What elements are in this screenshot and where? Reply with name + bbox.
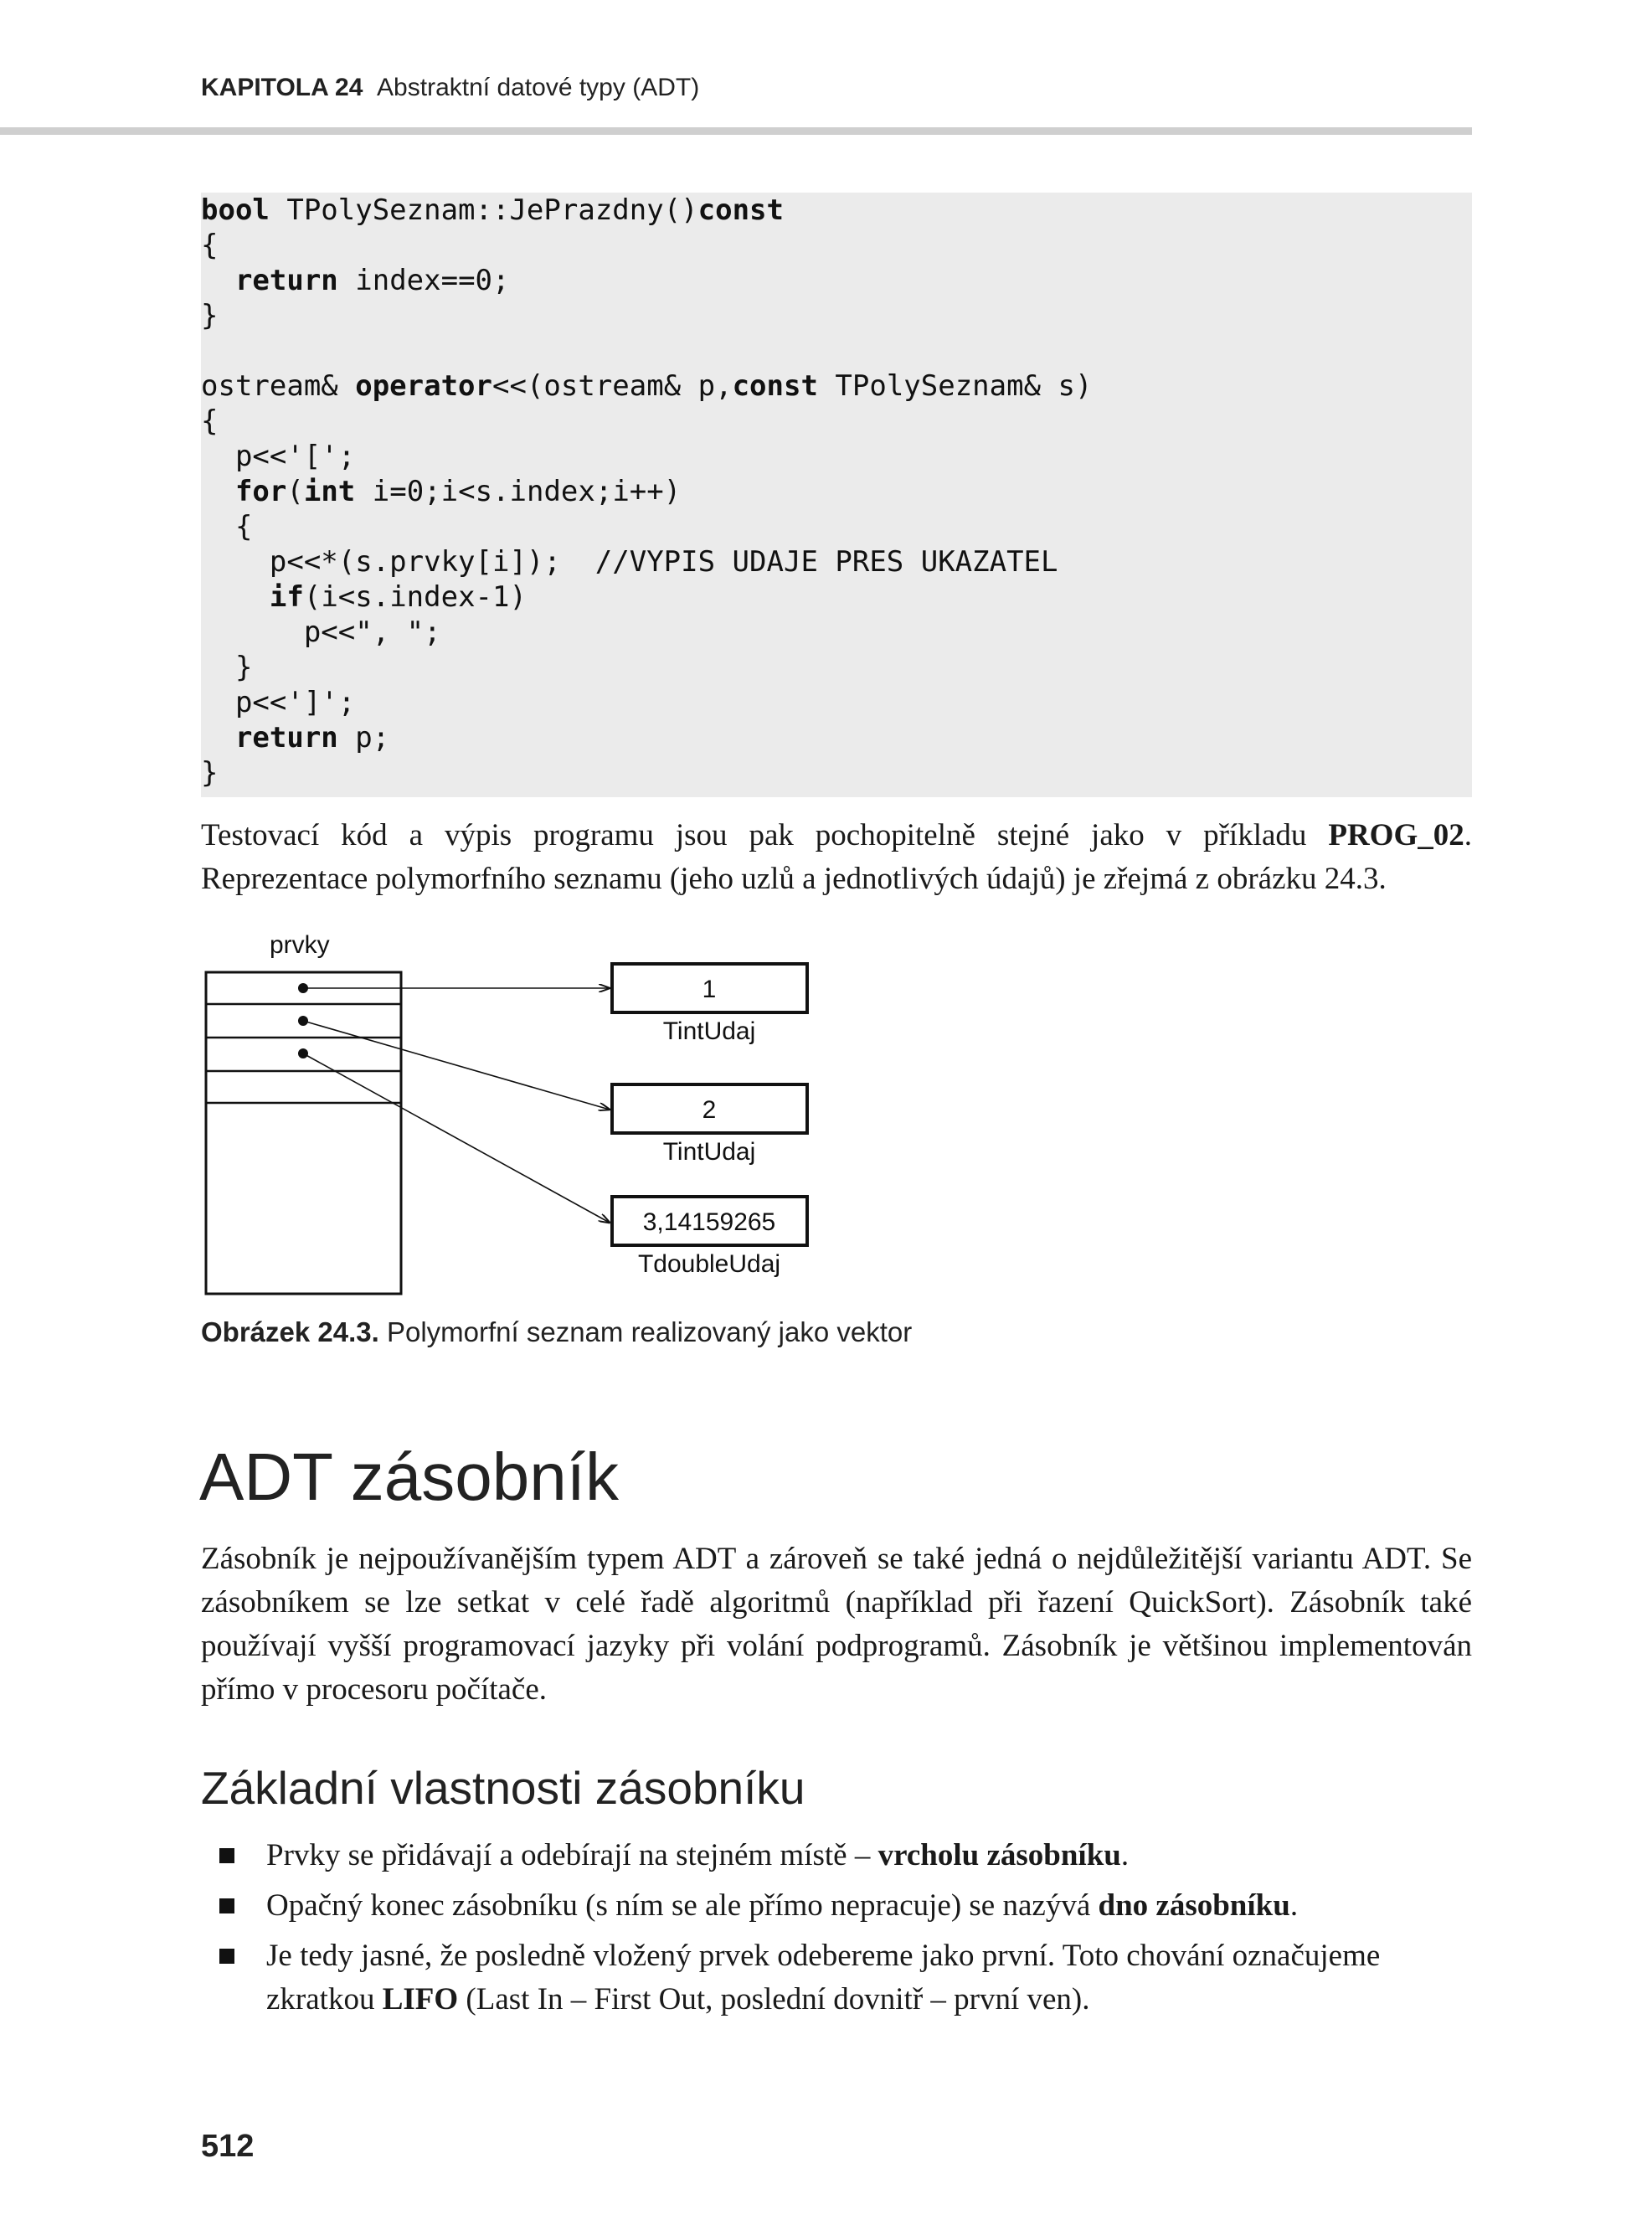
code-token: p<<']'; (201, 686, 356, 719)
code-line (201, 756, 218, 790)
code-keyword: return (234, 264, 338, 297)
code-token: p<<'['; (201, 440, 356, 473)
code-token (201, 721, 235, 755)
code-keyword: const (732, 369, 818, 403)
list-item-text-b: . (1120, 1838, 1130, 1872)
code-line (201, 580, 527, 614)
code-keyword: const (697, 193, 784, 227)
list-item (201, 1884, 1472, 1928)
list-item-text-a: Je tedy jasné, že posledně vložený prvek odebereme jako první. Toto chování označujeme zkratkou (266, 1939, 1381, 2016)
code-token (201, 580, 270, 614)
paragraph-intro-text-a: Testovací kód a výpis programu jsou pak pochopitelně stejné jako v příkladu (201, 818, 1329, 852)
code-line (201, 299, 218, 332)
code-line (201, 510, 252, 543)
bullet-square-icon (219, 1848, 234, 1863)
code-line (201, 264, 509, 297)
subsection-title: Základní vlastnosti zásobníku (201, 1762, 805, 1814)
code-text (201, 193, 1092, 791)
list-item-text-a: Prvky se přidávají a odebírají na stejném místě – (266, 1838, 878, 1872)
list-item (201, 1834, 1472, 1877)
code-token: ostream& (201, 369, 356, 403)
paragraph-stack: Zásobník je nejpoužívanějším typem ADT a zároveň se také jedná o nejdůležitější variantu ADT. Se zásobníkem se lze setkat v celé řadě algoritmů (například při řazení QuickSort). Zásobník také používají vyšší programovací jazyky při volání podprogramů. Zásobník je většinou implementován přímo v procesoru počítače. (201, 1542, 1472, 1707)
code-line (201, 229, 218, 262)
bullet-square-icon (219, 1898, 234, 1913)
code-keyword: if (269, 580, 304, 614)
chapter-title: Abstraktní datové typy (ADT) (377, 74, 700, 101)
code-line (201, 686, 355, 719)
code-keyword: int (303, 475, 356, 508)
code-keyword: return (234, 721, 338, 755)
code-token: index==0; (337, 264, 510, 297)
node-type: TintUdaj (662, 1138, 756, 1166)
array-label: prvky (270, 931, 330, 959)
code-token (201, 264, 235, 297)
code-token: TPolySeznam::JePrazdny() (269, 193, 698, 227)
code-line (201, 404, 218, 438)
list-item-bold: LIFO (382, 1982, 459, 2016)
code-line (201, 721, 389, 755)
code-line (201, 369, 1092, 403)
node-type: TdoubleUdaj (637, 1250, 781, 1278)
code-line (201, 193, 784, 227)
code-token: p<<*(s.prvky[i]); //VYPIS UDAJE PRES UKAZATEL (201, 545, 1058, 579)
code-keyword: for (234, 475, 287, 508)
list-item (201, 1934, 1472, 2022)
node-value: 1 (702, 976, 717, 1003)
chapter-number: KAPITOLA 24 (201, 74, 363, 101)
node-value: 3,14159265 (642, 1208, 776, 1236)
code-line (201, 475, 681, 508)
code-line (201, 651, 252, 684)
figure-diagram (201, 925, 837, 1302)
code-token: } (201, 651, 253, 684)
list-item-text-a: Opačný konec zásobníku (s ním se ale přímo nepracuje) se nazývá (266, 1888, 1099, 1923)
code-token: } (201, 756, 219, 790)
code-line (201, 615, 441, 649)
code-line (201, 440, 355, 473)
node-value: 2 (702, 1096, 717, 1124)
code-listing (201, 193, 1472, 797)
code-token: { (201, 510, 253, 543)
code-token: p; (337, 721, 390, 755)
properties-list (201, 1834, 1472, 2028)
code-token: TPolySeznam& s) (817, 369, 1093, 403)
node-type: TintUdaj (662, 1017, 756, 1045)
code-keyword: bool (201, 193, 270, 227)
bullet-square-icon (219, 1949, 234, 1964)
header-rule (0, 127, 1472, 135)
figure-caption (201, 1316, 912, 1348)
pointer-arrow (303, 1053, 610, 1223)
list-item-text-b: (Last In – First Out, poslední dovnitř – první ven). (458, 1982, 1090, 2016)
list-item-bold: dno zásobníku (1098, 1888, 1290, 1923)
running-header (201, 74, 699, 102)
code-token: { (201, 404, 219, 438)
code-token: p<<", "; (201, 615, 441, 649)
code-token: ( (286, 475, 304, 508)
code-token: } (201, 299, 219, 332)
section-title: ADT zásobník (199, 1440, 619, 1514)
code-token: i=0;i<s.index;i++) (355, 475, 682, 508)
paragraph-intro-text-b: . Reprezentace polymorfního seznamu (jeho uzlů a jednotlivých údajů) je zřejmá z obrázku 24.3. (201, 818, 1472, 896)
list-item-text-b: . (1289, 1888, 1299, 1923)
code-line (201, 545, 1058, 579)
code-token: { (201, 229, 219, 262)
pointer-arrow (303, 1021, 610, 1110)
figure-polymorphic-list (201, 925, 837, 1302)
paragraph-intro-bold: PROG_02 (1328, 818, 1464, 852)
figure-caption-label: Obrázek 24.3. (201, 1316, 379, 1347)
figure-caption-text: Polymorfní seznam realizovaný jako vektor (378, 1316, 913, 1347)
list-item-bold: vrcholu zásobníku (877, 1838, 1121, 1872)
code-token (201, 475, 235, 508)
code-keyword: operator (355, 369, 492, 403)
code-token: (i<s.index-1) (303, 580, 527, 614)
page-number: 512 (201, 2129, 255, 2164)
paragraph-intro (201, 814, 1472, 901)
code-token: <<(ostream& p, (492, 369, 733, 403)
